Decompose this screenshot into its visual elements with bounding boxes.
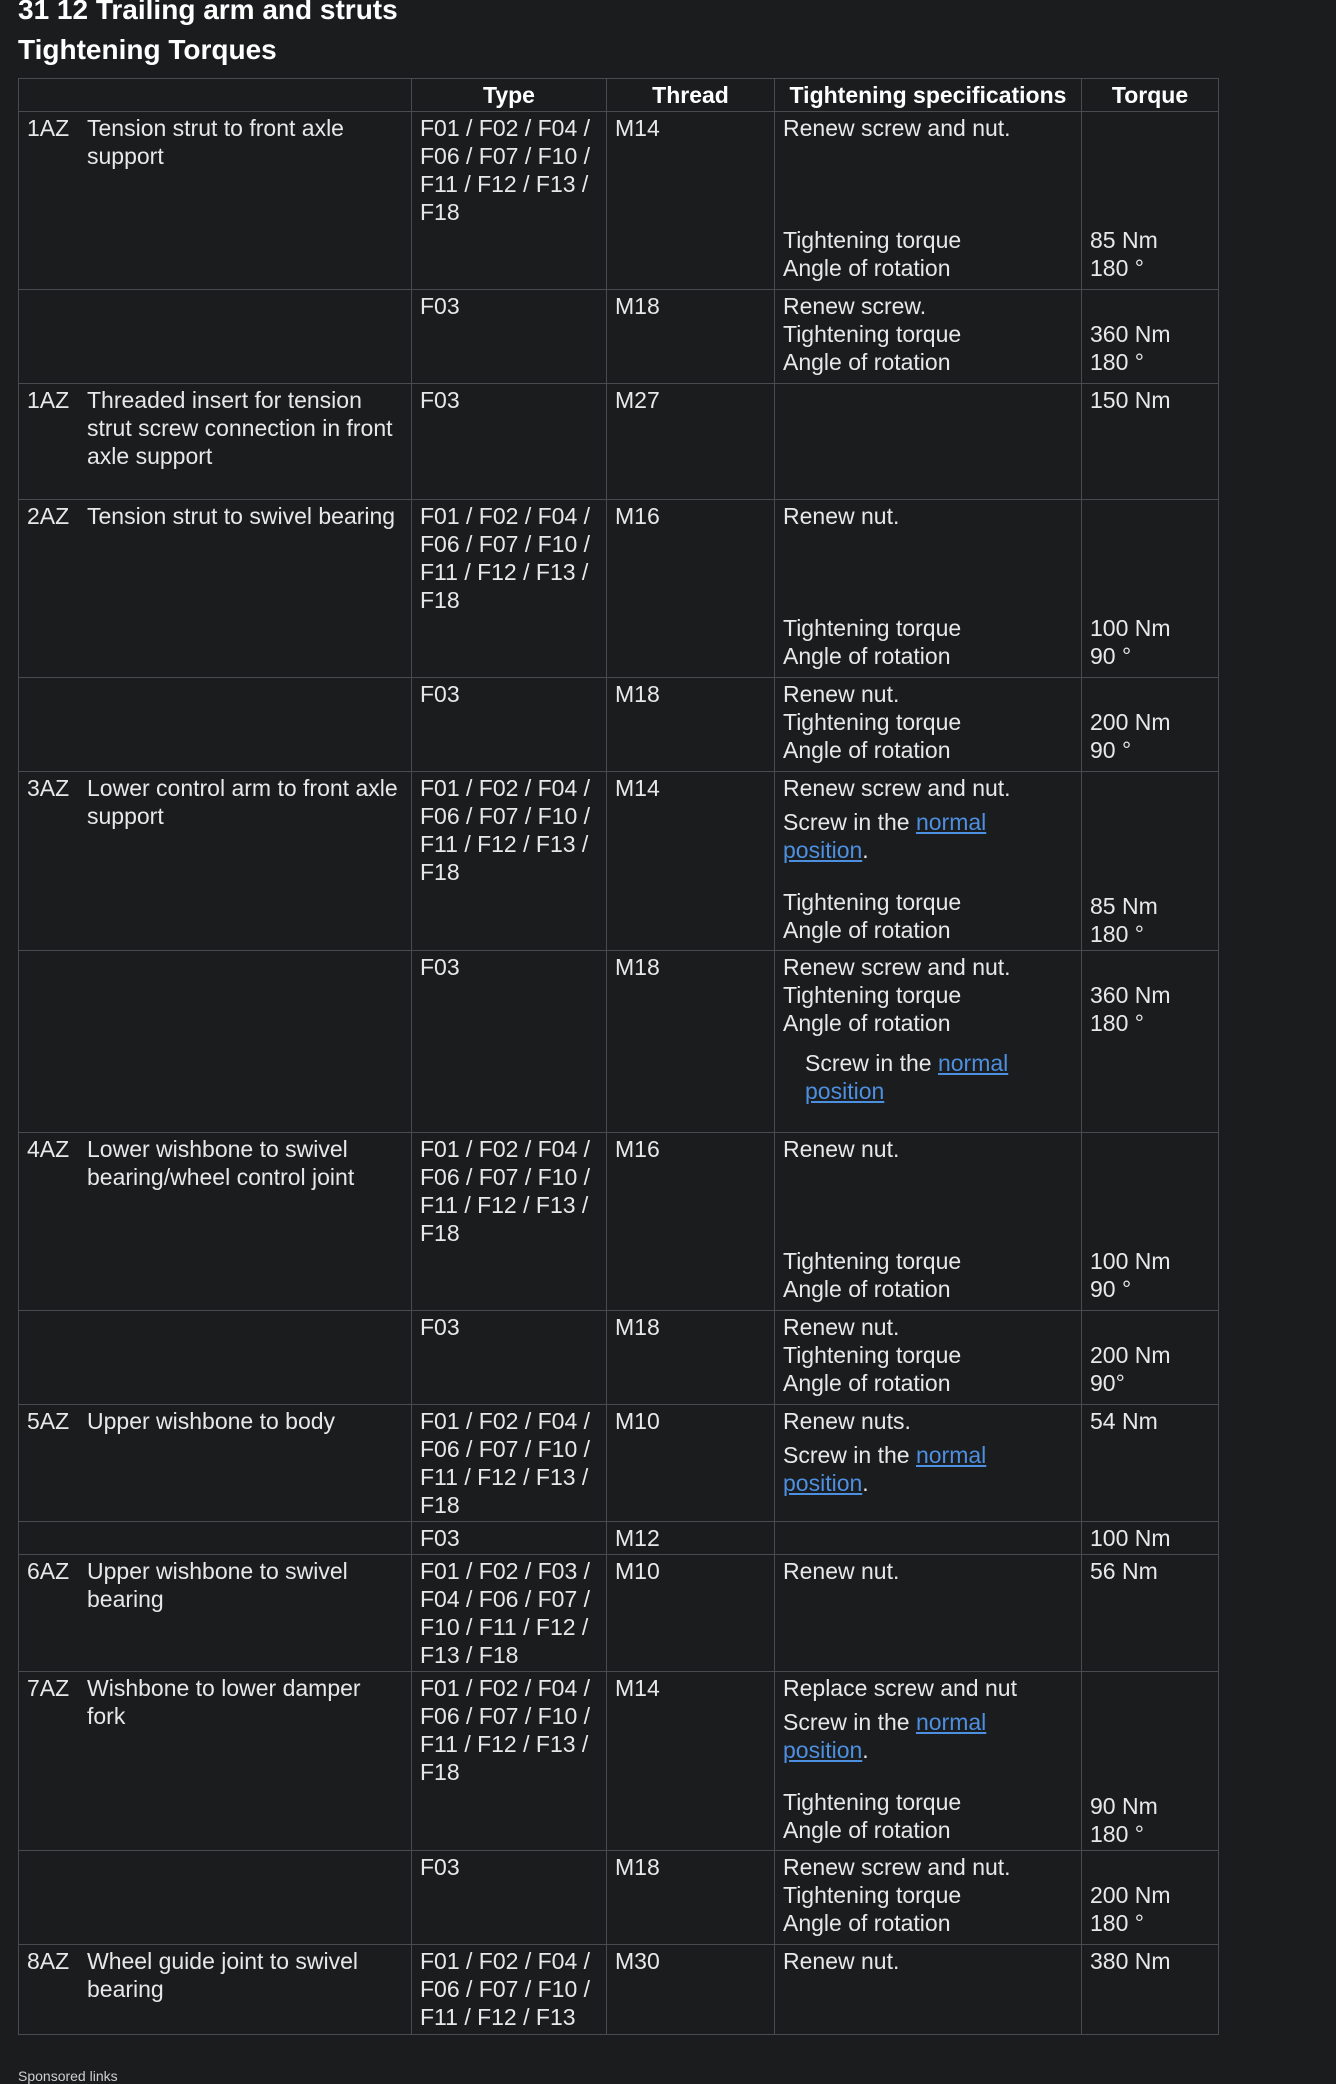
spec-cell	[775, 1851, 1082, 1945]
table-header-row	[19, 79, 1219, 112]
spec-torque-label: Tightening torque	[783, 1882, 962, 1908]
spec-torque-label: Tightening torque	[783, 227, 962, 253]
spec-cell	[775, 1133, 1082, 1311]
sponsored-links-label: Sponsored links	[18, 2068, 118, 2084]
torque-cell: 54 Nm	[1082, 1405, 1219, 1522]
spec-cell	[775, 500, 1082, 678]
torque-value: 360 Nm	[1090, 982, 1171, 1008]
item-description: Wishbone to lower damper fork	[87, 1675, 361, 1729]
table-row	[19, 1851, 1219, 1945]
table-row	[19, 1133, 1219, 1311]
spec-cell	[775, 951, 1082, 1133]
spec-note: Replace screw and nut	[783, 1675, 1017, 1701]
screw-note-text: Screw in the	[783, 1442, 916, 1468]
item-code: 1AZ	[27, 387, 70, 413]
normal-position-link[interactable]: normal position	[783, 809, 987, 863]
type-cell: F03	[412, 678, 607, 772]
spec-note: Renew screw and nut.	[783, 954, 1011, 980]
item-code: 3AZ	[27, 775, 70, 801]
torque-cell: 150 Nm	[1082, 384, 1219, 500]
spec-angle-label: Angle of rotation	[783, 1010, 951, 1036]
type-cell: F01 / F02 / F04 / F06 / F07 / F10 / F11 / F12 / F13 / F18	[412, 772, 607, 951]
spec-angle-label: Angle of rotation	[783, 255, 951, 281]
thread-cell: M14	[607, 1672, 775, 1851]
period: .	[862, 1737, 869, 1763]
item-cell	[19, 772, 412, 951]
type-cell: F03	[412, 384, 607, 500]
item-description: Tension strut to swivel bearing	[87, 503, 396, 529]
torque-value: 200 Nm	[1090, 1882, 1171, 1908]
type-cell: F01 / F02 / F04 / F06 / F07 / F10 / F11 / F12 / F13	[412, 1945, 607, 2035]
angle-value: 180 °	[1090, 1910, 1144, 1936]
thread-cell: M12	[607, 1522, 775, 1555]
table-row	[19, 951, 1219, 1133]
angle-value: 90 °	[1090, 1276, 1132, 1302]
item-code: 5AZ	[27, 1408, 70, 1434]
item-cell	[19, 112, 412, 290]
thread-cell: M16	[607, 1133, 775, 1311]
spec-note: Renew nut.	[783, 681, 900, 707]
item-description: Wheel guide joint to swivel bearing	[87, 1948, 359, 2002]
torque-value: 200 Nm	[1090, 1342, 1171, 1368]
item-cell	[19, 1945, 412, 2035]
header-spec: Tightening specifications	[775, 79, 1082, 112]
period: .	[862, 1470, 869, 1496]
type-cell: F03	[412, 290, 607, 384]
torque-cell	[1082, 678, 1219, 772]
torque-cell: 380 Nm	[1082, 1945, 1219, 2035]
header-torque: Torque	[1082, 79, 1219, 112]
type-cell: F01 / F02 / F04 / F06 / F07 / F10 / F11 / F12 / F13 / F18	[412, 500, 607, 678]
spec-cell	[775, 1555, 1082, 1672]
spec-note: Renew nut.	[783, 1948, 900, 1974]
angle-value: 180 °	[1090, 921, 1144, 947]
spec-note: Renew nut.	[783, 1136, 900, 1162]
spec-torque-label: Tightening torque	[783, 615, 962, 641]
item-code: 2AZ	[27, 503, 70, 529]
type-cell: F03	[412, 1851, 607, 1945]
spec-angle-label: Angle of rotation	[783, 917, 951, 943]
thread-cell: M18	[607, 678, 775, 772]
type-cell: F01 / F02 / F04 / F06 / F07 / F10 / F11 / F12 / F13 / F18	[412, 1405, 607, 1522]
spec-torque-label: Tightening torque	[783, 1342, 962, 1368]
angle-value: 180 °	[1090, 1010, 1144, 1036]
angle-value: 180 °	[1090, 1821, 1144, 1847]
spec-angle-label: Angle of rotation	[783, 349, 951, 375]
type-cell: F03	[412, 951, 607, 1133]
table-row	[19, 772, 1219, 951]
spec-cell	[775, 112, 1082, 290]
type-cell: F01 / F02 / F03 / F04 / F06 / F07 / F10 / F11 / F12 / F13 / F18	[412, 1555, 607, 1672]
item-cell	[19, 500, 412, 678]
torque-cell	[1082, 1311, 1219, 1405]
spec-note: Renew nut.	[783, 1314, 900, 1340]
page-title: 31 12 Trailing arm and struts	[18, 0, 398, 25]
header-type: Type	[412, 79, 607, 112]
item-description: Upper wishbone to body	[87, 1408, 336, 1434]
thread-cell: M18	[607, 1311, 775, 1405]
thread-cell: M18	[607, 290, 775, 384]
thread-cell: M14	[607, 772, 775, 951]
spec-cell	[775, 1672, 1082, 1851]
header-item	[19, 79, 412, 112]
item-cell	[19, 1555, 412, 1672]
thread-cell: M10	[607, 1555, 775, 1672]
spec-note: Renew screw and nut.	[783, 775, 1011, 801]
torque-value: 360 Nm	[1090, 321, 1171, 347]
torque-cell	[1082, 112, 1219, 290]
item-cell	[19, 1133, 412, 1311]
spec-note: Renew screw.	[783, 293, 927, 319]
spec-torque-label: Tightening torque	[783, 709, 962, 735]
thread-cell: M10	[607, 1405, 775, 1522]
torque-table	[18, 78, 1219, 2035]
item-cell	[19, 1672, 412, 1851]
torque-cell	[1082, 1133, 1219, 1311]
item-description: Threaded insert for tension strut screw connection in front axle support	[87, 387, 393, 469]
type-cell: F01 / F02 / F04 / F06 / F07 / F10 / F11 / F12 / F13 / F18	[412, 1672, 607, 1851]
spec-angle-label: Angle of rotation	[783, 1910, 951, 1936]
torque-cell: 56 Nm	[1082, 1555, 1219, 1672]
spec-note: Renew nut.	[783, 1558, 900, 1584]
item-cell	[19, 678, 412, 772]
spec-note: Renew screw and nut.	[783, 115, 1011, 141]
torque-cell	[1082, 951, 1219, 1133]
item-cell	[19, 1851, 412, 1945]
torque-value: 85 Nm	[1090, 893, 1158, 919]
torque-cell	[1082, 290, 1219, 384]
spec-torque-label: Tightening torque	[783, 889, 962, 915]
torque-cell: 100 Nm	[1082, 1522, 1219, 1555]
item-cell	[19, 1405, 412, 1522]
spec-torque-label: Tightening torque	[783, 1789, 962, 1815]
item-code: 7AZ	[27, 1675, 70, 1701]
spec-torque-label: Tightening torque	[783, 1248, 962, 1274]
item-cell	[19, 1311, 412, 1405]
angle-value: 90°	[1090, 1370, 1125, 1396]
spec-angle-label: Angle of rotation	[783, 737, 951, 763]
section-title: Tightening Torques	[18, 34, 277, 65]
item-description: Lower control arm to front axle support	[87, 775, 398, 829]
spec-cell	[775, 1311, 1082, 1405]
table-row	[19, 1555, 1219, 1672]
spec-torque-label: Tightening torque	[783, 321, 962, 347]
spec-angle-label: Angle of rotation	[783, 643, 951, 669]
spec-cell	[775, 678, 1082, 772]
spec-cell	[775, 384, 1082, 500]
thread-cell: M30	[607, 1945, 775, 2035]
table-row	[19, 290, 1219, 384]
item-code: 1AZ	[27, 115, 70, 141]
item-cell	[19, 1522, 412, 1555]
spec-angle-label: Angle of rotation	[783, 1276, 951, 1302]
thread-cell: M27	[607, 384, 775, 500]
torque-value: 100 Nm	[1090, 615, 1171, 641]
angle-value: 180 °	[1090, 349, 1144, 375]
angle-value: 90 °	[1090, 737, 1132, 763]
spec-screw-note	[783, 808, 1073, 864]
spec-cell	[775, 290, 1082, 384]
item-description: Upper wishbone to swivel bearing	[87, 1558, 348, 1612]
screw-note-text: Screw in the	[783, 1709, 916, 1735]
period: .	[862, 837, 869, 863]
screw-note-text: Screw in the	[805, 1050, 938, 1076]
spec-screw-note	[783, 1049, 1073, 1105]
spec-angle-label: Angle of rotation	[783, 1817, 951, 1843]
torque-value: 90 Nm	[1090, 1793, 1158, 1819]
torque-value: 200 Nm	[1090, 709, 1171, 735]
screw-note-text: Screw in the	[783, 809, 916, 835]
spec-note: Renew nuts.	[783, 1408, 911, 1434]
item-code: 6AZ	[27, 1558, 70, 1584]
table-row	[19, 1405, 1219, 1522]
item-cell	[19, 951, 412, 1133]
spec-note: Renew nut.	[783, 503, 900, 529]
item-description: Tension strut to front axle support	[87, 115, 344, 169]
spec-angle-label: Angle of rotation	[783, 1370, 951, 1396]
spec-torque-label: Tightening torque	[783, 982, 962, 1008]
table-row	[19, 384, 1219, 500]
spec-cell	[775, 1522, 1082, 1555]
item-code: 8AZ	[27, 1948, 70, 1974]
torque-cell	[1082, 500, 1219, 678]
type-cell: F03	[412, 1522, 607, 1555]
table-row	[19, 1311, 1219, 1405]
type-cell: F01 / F02 / F04 / F06 / F07 / F10 / F11 / F12 / F13 / F18	[412, 112, 607, 290]
spec-note: Renew screw and nut.	[783, 1854, 1011, 1880]
angle-value: 180 °	[1090, 255, 1144, 281]
spec-cell	[775, 1945, 1082, 2035]
normal-position-link[interactable]: normal position	[805, 1050, 1009, 1104]
spec-cell	[775, 1405, 1082, 1522]
type-cell: F01 / F02 / F04 / F06 / F07 / F10 / F11 / F12 / F13 / F18	[412, 1133, 607, 1311]
table-row	[19, 500, 1219, 678]
type-cell: F03	[412, 1311, 607, 1405]
item-cell	[19, 384, 412, 500]
spec-screw-note	[783, 1708, 1073, 1764]
thread-cell: M18	[607, 1851, 775, 1945]
torque-cell	[1082, 1672, 1219, 1851]
normal-position-link[interactable]: normal position	[783, 1442, 987, 1496]
normal-position-link[interactable]: normal position	[783, 1709, 987, 1763]
item-cell	[19, 290, 412, 384]
header-thread: Thread	[607, 79, 775, 112]
item-code: 4AZ	[27, 1136, 70, 1162]
thread-cell: M14	[607, 112, 775, 290]
angle-value: 90 °	[1090, 643, 1132, 669]
table-row	[19, 1672, 1219, 1851]
spec-screw-note	[783, 1441, 1073, 1497]
table-row	[19, 678, 1219, 772]
item-description: Lower wishbone to swivel bearing/wheel control joint	[87, 1136, 355, 1190]
table-row	[19, 112, 1219, 290]
table-row	[19, 1945, 1219, 2035]
spec-cell	[775, 772, 1082, 951]
table-row	[19, 1522, 1219, 1555]
torque-value: 100 Nm	[1090, 1248, 1171, 1274]
torque-cell	[1082, 1851, 1219, 1945]
thread-cell: M18	[607, 951, 775, 1133]
thread-cell: M16	[607, 500, 775, 678]
torque-cell	[1082, 772, 1219, 951]
torque-value: 85 Nm	[1090, 227, 1158, 253]
